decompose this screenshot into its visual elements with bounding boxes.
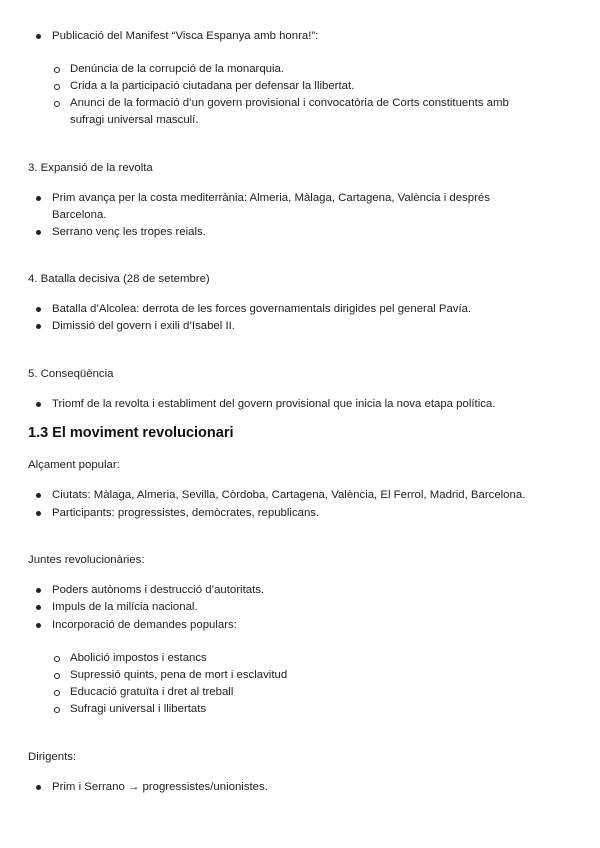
sub-list-item-text: Supressió quints, pena de mort i esclavitud [70, 669, 288, 681]
list-item-text: Barcelona. [52, 209, 107, 221]
circle-bullet-icon [54, 84, 60, 90]
circle-bullet-icon [54, 656, 60, 662]
sub-list-item-text: Anunci de la formació d’un govern provisional i convocatòria de Corts constituents amb [70, 97, 509, 109]
bullet-icon [36, 785, 41, 790]
bullet-icon [36, 605, 41, 610]
list-item-text: Triomf de la revolta i establiment del govern provisional que inicia la nova etapa política. [52, 398, 496, 410]
sub-list-item-text: Crida a la participació ciutadana per defensar la llibertat. [70, 80, 355, 92]
list-item-text: Poders autònoms i destrucció d’autoritats. [52, 584, 265, 596]
list-item-text: Serrano venç les tropes reials. [52, 226, 206, 238]
bullet-icon [36, 307, 41, 312]
circle-bullet-icon [54, 673, 60, 679]
bullet-icon [36, 511, 41, 516]
list-item-text: Batalla d’Alcolea: derrota de les forces governamentals dirigides pel general Pavía. [52, 303, 472, 315]
list-item-text: Publicació del Manifest “Visca Espanya amb honra!”: [52, 30, 319, 42]
bullet-icon [36, 196, 41, 201]
bullet-icon [36, 230, 41, 235]
sub-list-item-text: Denúncia de la corrupció de la monarquia. [70, 63, 285, 75]
list-item-text: Ciutats: Màlaga, Almeria, Sevilla, Còrdoba, Cartagena, València, El Ferrol, Madrid, Barcelona. [52, 489, 526, 501]
bullet-icon [36, 588, 41, 593]
bullet-icon [36, 402, 41, 407]
circle-bullet-icon [54, 67, 60, 73]
bullet-icon [36, 324, 41, 329]
sub-list-item-text: Sufragi universal i llibertats [70, 703, 207, 715]
list-item-text: Impuls de la milícia nacional. [52, 601, 198, 613]
circle-bullet-icon [54, 707, 60, 713]
bullet-icon [36, 34, 41, 39]
sub-list-item-text: Educació gratuïta i dret al treball [70, 686, 234, 698]
sub-list-item-text: sufragi universal masculí. [70, 114, 199, 126]
bullet-icon [36, 623, 41, 628]
circle-bullet-icon [54, 101, 60, 107]
list-item-text: Participants: progressistes, demòcrates, republicans. [52, 507, 320, 519]
circle-bullet-icon [54, 690, 60, 696]
sub-list-item-text: Abolició impostos i estancs [70, 652, 207, 664]
bullet-icon [36, 493, 41, 498]
list-item-text: Dimissió del govern i exili d’Isabel II. [52, 320, 235, 332]
heading-text: 1.3 El moviment revolucionari [28, 425, 234, 441]
list-item-text: Prim i Serrano → progressistes/unionistes. [52, 781, 268, 793]
list-item-text: Incorporació de demandes populars: [52, 619, 237, 631]
list-item-text: Prim avança per la costa mediterrània: Almeria, Màlaga, Cartagena, València i després [52, 192, 490, 204]
